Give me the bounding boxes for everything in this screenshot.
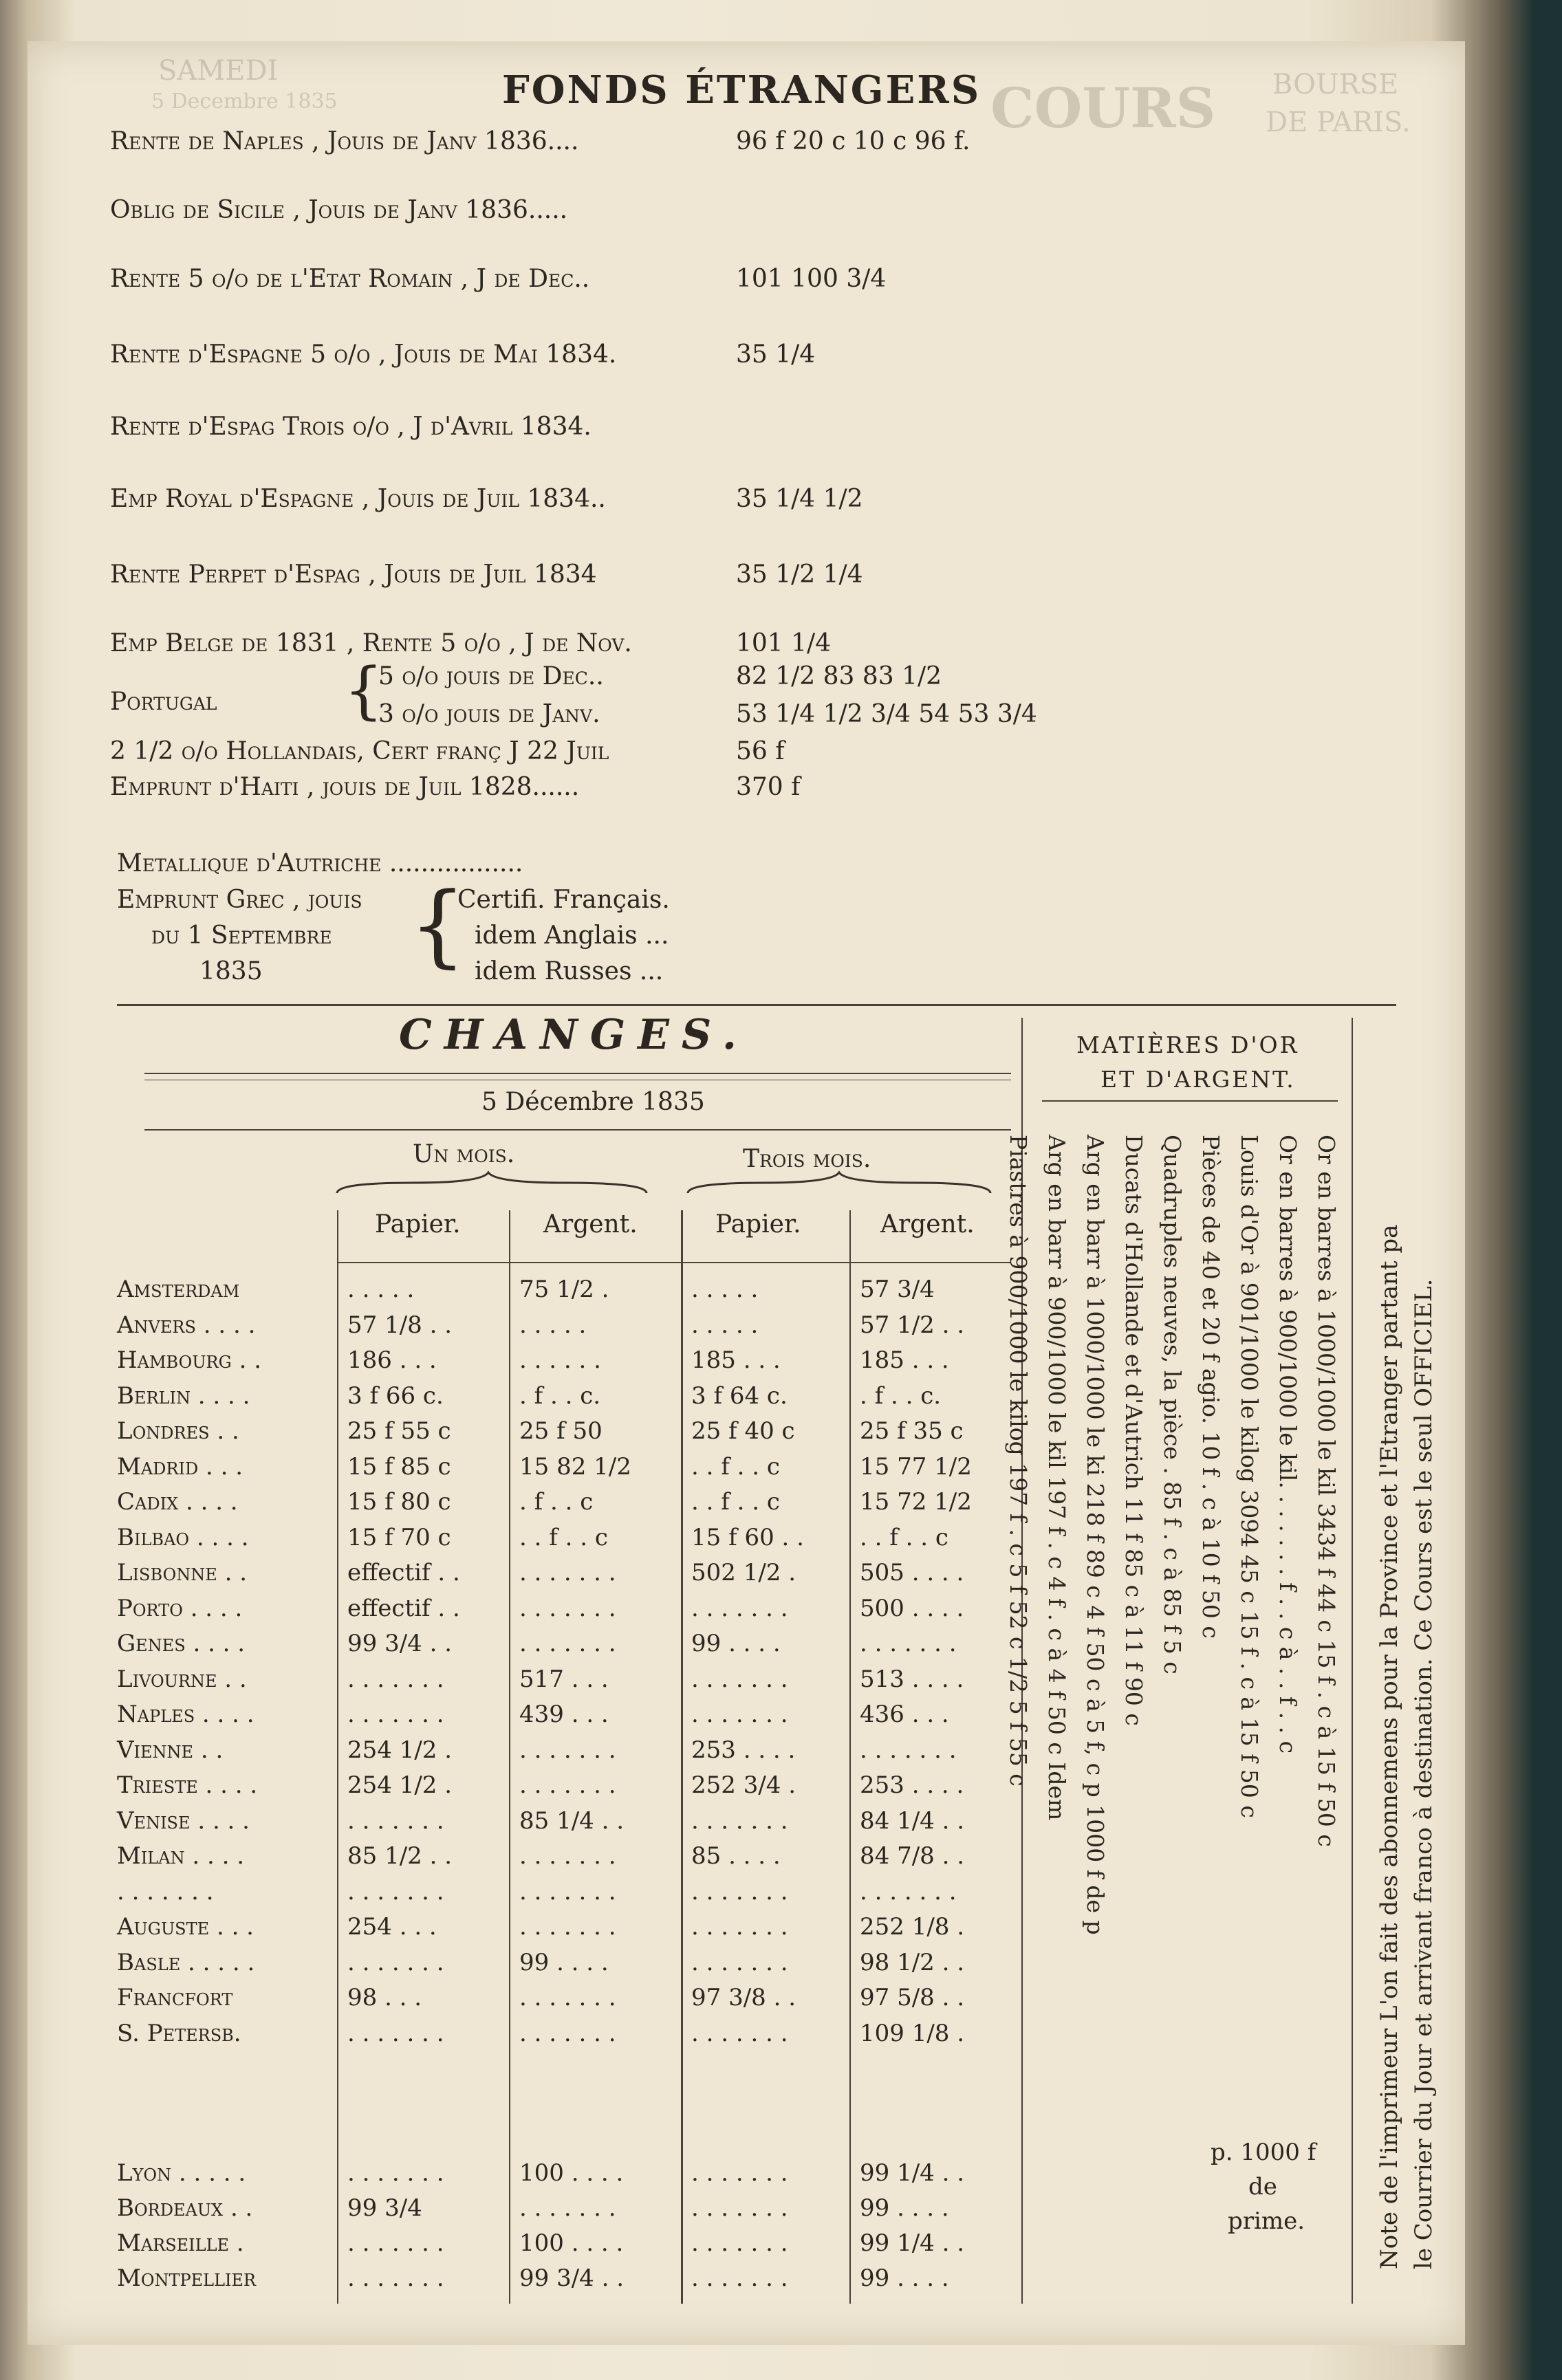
rate-papier-2: . . f . . c bbox=[691, 1488, 780, 1516]
matieres-line: Ducats d'Hollande et d'Autrich 11 f 85 c à 11 f 90 c bbox=[1120, 1135, 1147, 1726]
rate-papier-1: 254 1/2 . bbox=[347, 1736, 453, 1764]
rate-argent-1: 15 82 1/2 bbox=[519, 1452, 631, 1481]
fonds-label-4: Rente d'Espag Trois o/o , J d'Avril 1834. bbox=[110, 413, 592, 441]
rate-papier-1: 15 f 80 c bbox=[347, 1488, 451, 1516]
rate-argent-1: . . . . . . . bbox=[519, 1842, 616, 1870]
fonds-label-2: Rente 5 o/o de l'Etat Romain , J de Dec.. bbox=[110, 265, 590, 293]
rate-papier-1: 15 f 85 c bbox=[347, 1452, 451, 1481]
haiti-value: 370 f bbox=[736, 773, 801, 801]
rate-papier-1: 3 f 66 c. bbox=[347, 1382, 444, 1410]
rate-argent-2: 99 1/4 . . bbox=[860, 2229, 965, 2257]
rate-papier-2: . . . . . . . bbox=[691, 2229, 788, 2257]
changes-rule-1 bbox=[144, 1073, 1011, 1074]
rate-papier-1: . . . . . . . bbox=[347, 2159, 444, 2187]
header-argent-1: Argent. bbox=[543, 1210, 638, 1238]
prime-1: p. 1000 f bbox=[1211, 2139, 1316, 2166]
rate-city: Bordeaux . . bbox=[117, 2194, 253, 2222]
rate-argent-1: . . . . . . . bbox=[519, 1913, 616, 1941]
rate-papier-1: . . . . . . . bbox=[347, 1665, 444, 1693]
col-sep-3 bbox=[681, 1210, 683, 2304]
rate-papier-1: effectif . . bbox=[347, 1559, 460, 1586]
prime-3: prime. bbox=[1228, 2207, 1305, 2235]
rate-argent-1: . . . . . . . bbox=[519, 1594, 616, 1622]
rate-argent-1: . . . . . . . bbox=[519, 1984, 616, 2011]
rate-papier-2: 25 f 40 c bbox=[691, 1417, 795, 1445]
rate-city: Hambourg . . bbox=[117, 1346, 262, 1374]
fonds-label-0: Rente de Naples , Jouis de Janv 1836.... bbox=[110, 127, 579, 155]
rate-argent-2: 84 1/4 . . bbox=[860, 1806, 965, 1835]
portugal-brace: { bbox=[344, 655, 384, 727]
matieres-line: Piastres à 900/1000 le kilog 197 f . c 5 f 52 c 1/2 5 f 55 c bbox=[1005, 1135, 1032, 1787]
rate-argent-1: 517 . . . bbox=[519, 1665, 609, 1693]
rate-argent-2: 500 . . . . bbox=[860, 1594, 964, 1622]
rate-city: Basle . . . . . bbox=[117, 1948, 255, 1976]
rate-argent-1: 99 3/4 . . bbox=[519, 2264, 625, 2292]
fonds-label-1: Oblig de Sicile , Jouis de Janv 1836..... bbox=[110, 196, 568, 224]
fonds-value-2: 101 100 3/4 bbox=[736, 265, 887, 293]
rate-papier-1: . . . . . bbox=[347, 1276, 415, 1303]
rate-papier-2: . . . . . . . bbox=[691, 2019, 788, 2047]
rate-papier-1: 57 1/8 . . bbox=[347, 1311, 453, 1339]
rate-papier-1: . . . . . . . bbox=[347, 2019, 444, 2047]
rate-city: Venise . . . . bbox=[117, 1806, 250, 1835]
matieres-line: Or en barres à 1000/1000 le kil 3434 f 44 c 15 f . c à 15 f 50 c bbox=[1313, 1135, 1340, 1847]
grec-brace: { bbox=[409, 873, 466, 977]
rate-argent-1: 25 f 50 bbox=[519, 1417, 603, 1445]
rate-city: Montpellier bbox=[117, 2264, 257, 2292]
rate-papier-2: 502 1/2 . bbox=[691, 1559, 796, 1586]
rate-papier-2: . . . . . . . bbox=[691, 2194, 788, 2222]
matieres-title-1: MATIÈRES D'OR bbox=[1076, 1031, 1299, 1058]
header-trois-mois: Trois mois. bbox=[743, 1145, 871, 1173]
rate-city: Berlin . . . . bbox=[117, 1382, 250, 1410]
rate-papier-1: 186 . . . bbox=[347, 1346, 437, 1374]
matieres-line: Arg en barr à 1000/1000 le ki 218 f 89 c 4 f 50 c à 5 f, c p 1000 f de p bbox=[1082, 1135, 1109, 1935]
col-sep-1 bbox=[337, 1210, 338, 2304]
grec-cert-0: Certifi. Français. bbox=[457, 886, 670, 914]
fonds-value-6: 35 1/2 1/4 bbox=[736, 560, 863, 589]
rate-argent-1: . . . . . . . bbox=[519, 1736, 616, 1764]
rate-argent-2: 84 7/8 . . bbox=[860, 1842, 965, 1870]
rate-argent-2: . . . . . . . bbox=[860, 1736, 957, 1764]
portugal-line-0-value: 82 1/2 83 83 1/2 bbox=[736, 662, 942, 690]
rate-papier-2: 97 3/8 . . bbox=[691, 1984, 796, 2011]
rate-papier-2: 3 f 64 c. bbox=[691, 1382, 788, 1410]
rate-papier-1: . . . . . . . bbox=[347, 1806, 444, 1835]
ghost-cours: COURS bbox=[990, 76, 1216, 140]
rate-papier-2: . . . . . . . bbox=[691, 2264, 788, 2292]
rate-papier-1: 85 1/2 . . bbox=[347, 1842, 453, 1870]
header-braces bbox=[330, 1169, 1011, 1203]
rate-papier-2: . . . . . . . bbox=[691, 1948, 788, 1976]
page-title: FONDS ÉTRANGERS bbox=[502, 67, 981, 113]
rate-papier-2: 99 . . . . bbox=[691, 1630, 781, 1657]
metallique-label: Metallique d'Autriche ................. bbox=[117, 849, 523, 877]
grec-cert-2: idem Russes ... bbox=[475, 957, 664, 985]
rate-argent-1: . . . . . . . bbox=[519, 2019, 616, 2047]
rate-city: Lisbonne . . bbox=[117, 1559, 248, 1586]
rate-argent-1: . . . . . . . bbox=[519, 1630, 616, 1657]
haiti-label: Emprunt d'Haiti , jouis de Juil 1828...... bbox=[110, 773, 580, 801]
rate-argent-1: 439 . . . bbox=[519, 1701, 609, 1728]
rate-argent-2: 436 . . . bbox=[860, 1701, 949, 1728]
header-papier-1: Papier. bbox=[375, 1210, 461, 1238]
rate-argent-2: 97 5/8 . . bbox=[860, 1984, 965, 2011]
header-rule bbox=[337, 1262, 1011, 1263]
rate-argent-1: 100 . . . . bbox=[519, 2159, 624, 2187]
rate-papier-1: . . . . . . . bbox=[347, 1877, 444, 1906]
rate-argent-1: . . . . . . . bbox=[519, 1877, 616, 1906]
portugal-label: Portugal bbox=[110, 688, 217, 716]
rate-papier-2: 252 3/4 . bbox=[691, 1771, 796, 1799]
fonds-value-3: 35 1/4 bbox=[736, 340, 816, 369]
document-page bbox=[28, 41, 1465, 2345]
rate-argent-1: . . f . . c bbox=[519, 1523, 608, 1551]
rate-argent-2: . . f . . c bbox=[860, 1523, 948, 1551]
rate-argent-2: 109 1/8 . bbox=[860, 2019, 965, 2047]
rate-papier-2: . . . . . . . bbox=[691, 1701, 788, 1728]
ghost-date: 5 Decembre 1835 bbox=[151, 89, 338, 113]
rate-papier-2: 15 f 60 . . bbox=[691, 1523, 804, 1551]
rate-argent-1: . . . . . . . bbox=[519, 1559, 616, 1586]
rate-argent-1: . f . . c. bbox=[519, 1382, 601, 1410]
rate-papier-2: 253 . . . . bbox=[691, 1736, 796, 1764]
ghost-bourse: BOURSE bbox=[1272, 69, 1399, 100]
fonds-value-5: 35 1/4 1/2 bbox=[736, 485, 863, 513]
portugal-line-1-label: 3 o/o jouis de Janv. bbox=[378, 700, 600, 728]
prime-2: de bbox=[1248, 2173, 1277, 2201]
grec-line-3: 1835 bbox=[199, 957, 263, 985]
grec-line-2: du 1 Septembre bbox=[151, 921, 332, 950]
matieres-line: Quadruples neuves, la pièce . 85 f . c à 85 f 5 c bbox=[1159, 1135, 1186, 1674]
portugal-line-0-label: 5 o/o jouis de Dec.. bbox=[378, 662, 604, 690]
rate-argent-1: 99 . . . . bbox=[519, 1948, 609, 1976]
rate-city: Milan . . . . bbox=[117, 1842, 245, 1870]
rate-papier-2: . . f . . c bbox=[691, 1452, 780, 1481]
header-un-mois: Un mois. bbox=[413, 1140, 515, 1168]
matieres-line: Arg en barr à 900/1000 le kil 197 f . c 4 f . c à 4 f 50 c Idem bbox=[1043, 1135, 1070, 1821]
hollandais-value: 56 f bbox=[736, 737, 785, 765]
rate-papier-2: . . . . . . . bbox=[691, 1594, 788, 1622]
rate-city: Lyon . . . . . bbox=[117, 2159, 246, 2187]
rate-city: Naples . . . . bbox=[117, 1701, 254, 1728]
rate-argent-2: 25 f 35 c bbox=[860, 1417, 964, 1445]
rate-city: Auguste . . . bbox=[117, 1913, 254, 1941]
rate-city: Cadix . . . . bbox=[117, 1488, 238, 1516]
rate-papier-1: . . . . . . . bbox=[347, 2264, 444, 2292]
col-sep-4 bbox=[849, 1210, 851, 2304]
rate-city: S. Petersb. bbox=[117, 2019, 241, 2047]
rate-city: Londres . . bbox=[117, 1417, 239, 1445]
rate-papier-2: . . . . . . . bbox=[691, 1806, 788, 1835]
rate-papier-2: . . . . . . . bbox=[691, 1877, 788, 1906]
rate-papier-1: 254 1/2 . bbox=[347, 1771, 453, 1799]
rate-papier-1: 98 . . . bbox=[347, 1984, 422, 2011]
changes-date: 5 Décembre 1835 bbox=[481, 1088, 705, 1116]
rate-argent-2: 505 . . . . bbox=[860, 1559, 964, 1586]
rate-papier-2: 185 . . . bbox=[691, 1346, 781, 1374]
grec-cert-1: idem Anglais ... bbox=[475, 921, 669, 950]
rate-papier-1: 254 . . . bbox=[347, 1913, 437, 1941]
rate-argent-2: 15 72 1/2 bbox=[860, 1488, 972, 1516]
rate-argent-2: 513 . . . . bbox=[860, 1665, 964, 1693]
rate-papier-1: . . . . . . . bbox=[347, 2229, 444, 2257]
rate-papier-2: . . . . . bbox=[691, 1276, 759, 1303]
fonds-value-7: 101 1/4 bbox=[736, 629, 832, 657]
fonds-label-6: Rente Perpet d'Espag , Jouis de Juil 1834 bbox=[110, 560, 597, 589]
matieres-line: Louis d'Or à 901/1000 le kilog 3094 45 c 15 f . c à 15 f 50 c bbox=[1236, 1135, 1263, 1818]
rate-city: Madrid . . . bbox=[117, 1452, 243, 1481]
rate-city: Bilbao . . . . bbox=[117, 1523, 249, 1551]
rate-city: . . . . . . . bbox=[117, 1877, 214, 1906]
sidebar-note-2: le Courrier du Jour et arrivant franco à destination. Ce Cours est le seul OFFICIEL. bbox=[1410, 1278, 1438, 2269]
matieres-rule bbox=[1042, 1100, 1338, 1102]
rate-papier-1: . . . . . . . bbox=[347, 1948, 444, 1976]
grec-line-1: Emprunt Grec , jouis bbox=[117, 886, 362, 914]
fonds-label-3: Rente d'Espagne 5 o/o , Jouis de Mai 1834. bbox=[110, 340, 617, 369]
rate-argent-1: . . . . . . bbox=[519, 1346, 601, 1374]
rate-argent-2: 253 . . . . bbox=[860, 1771, 964, 1799]
rate-argent-2: 99 1/4 . . bbox=[860, 2159, 965, 2187]
rate-city: Vienne . . bbox=[117, 1736, 224, 1764]
ghost-samedi: SAMEDI bbox=[158, 55, 279, 87]
rate-city: Genes . . . . bbox=[117, 1630, 246, 1657]
rate-argent-1: 100 . . . . bbox=[519, 2229, 624, 2257]
changes-rule-3 bbox=[144, 1129, 1011, 1131]
rate-argent-2: 57 1/2 . . bbox=[860, 1311, 965, 1339]
rate-papier-1: 25 f 55 c bbox=[347, 1417, 451, 1445]
section-divider bbox=[117, 1004, 1396, 1006]
fonds-value-0: 96 f 20 c 10 c 96 f. bbox=[736, 127, 970, 155]
matieres-line: Or en barres à 900/1000 le kil. . . . . . . f . . c à . . f . . c bbox=[1274, 1135, 1301, 1754]
rate-papier-1: effectif . . bbox=[347, 1594, 460, 1622]
rate-papier-1: 99 3/4 . . bbox=[347, 1630, 453, 1657]
changes-title: CHANGES. bbox=[399, 1011, 749, 1059]
rate-argent-1: . . . . . bbox=[519, 1311, 587, 1339]
rate-papier-2: . . . . . . . bbox=[691, 1913, 788, 1941]
rate-papier-2: 85 . . . . bbox=[691, 1842, 781, 1870]
rate-argent-1: . . . . . . . bbox=[519, 1771, 616, 1799]
rate-argent-1: 85 1/4 . . bbox=[519, 1806, 625, 1835]
rate-argent-1: . . . . . . . bbox=[519, 2194, 616, 2222]
ghost-paris: DE PARIS. bbox=[1266, 107, 1411, 138]
rate-argent-1: 75 1/2 . bbox=[519, 1276, 609, 1303]
portugal-line-1-value: 53 1/4 1/2 3/4 54 53 3/4 bbox=[736, 700, 1037, 728]
sidebar-note-1: Note de l'imprimeur L'on fait des abonnemens pour la Province et l'Etranger partant pa bbox=[1376, 1224, 1403, 2269]
rate-argent-2: 185 . . . bbox=[860, 1346, 949, 1374]
fonds-label-7: Emp Belge de 1831 , Rente 5 o/o , J de Nov. bbox=[110, 629, 632, 657]
rate-city: Porto . . . . bbox=[117, 1594, 243, 1622]
rate-papier-2: . . . . . . . bbox=[691, 1665, 788, 1693]
rate-city: Amsterdam bbox=[117, 1276, 240, 1303]
rate-city: Marseille . bbox=[117, 2229, 244, 2257]
rate-papier-2: . . . . . bbox=[691, 1311, 759, 1339]
rate-papier-1: 15 f 70 c bbox=[347, 1523, 451, 1551]
header-papier-2: Papier. bbox=[715, 1210, 801, 1238]
rate-city: Anvers . . . . bbox=[117, 1311, 256, 1339]
matieres-title-2: ET D'ARGENT. bbox=[1100, 1066, 1296, 1093]
rate-argent-2: 98 1/2 . . bbox=[860, 1948, 965, 1976]
rate-argent-2: 252 1/8 . bbox=[860, 1913, 965, 1941]
rate-city: Trieste . . . . bbox=[117, 1771, 258, 1799]
rate-argent-2: . . . . . . . bbox=[860, 1877, 957, 1906]
rate-argent-2: 99 . . . . bbox=[860, 2194, 949, 2222]
matieres-line: Pièces de 40 et 20 f agio. 10 f . c à 10 f 50 c bbox=[1197, 1135, 1224, 1639]
rate-argent-2: 15 77 1/2 bbox=[860, 1452, 972, 1481]
rate-papier-2: . . . . . . . bbox=[691, 2159, 788, 2187]
rate-city: Francfort bbox=[117, 1984, 233, 2011]
hollandais-label: 2 1/2 o/o Hollandais, Cert franç J 22 Juil bbox=[110, 737, 609, 765]
fonds-label-5: Emp Royal d'Espagne , Jouis de Juil 1834.. bbox=[110, 485, 606, 513]
rate-argent-2: 57 3/4 bbox=[860, 1276, 935, 1303]
rate-city: Livourne . . bbox=[117, 1665, 247, 1693]
sidebar-rule bbox=[1352, 1018, 1353, 2304]
col-sep-2 bbox=[509, 1210, 510, 2304]
rate-papier-1: 99 3/4 bbox=[347, 2194, 422, 2222]
rate-argent-2: . f . . c. bbox=[860, 1382, 942, 1410]
rate-argent-2: . . . . . . . bbox=[860, 1630, 957, 1657]
rate-papier-1: . . . . . . . bbox=[347, 1701, 444, 1728]
rate-argent-2: 99 . . . . bbox=[860, 2264, 949, 2292]
rate-argent-1: . f . . c bbox=[519, 1488, 594, 1516]
header-argent-2: Argent. bbox=[880, 1210, 975, 1238]
